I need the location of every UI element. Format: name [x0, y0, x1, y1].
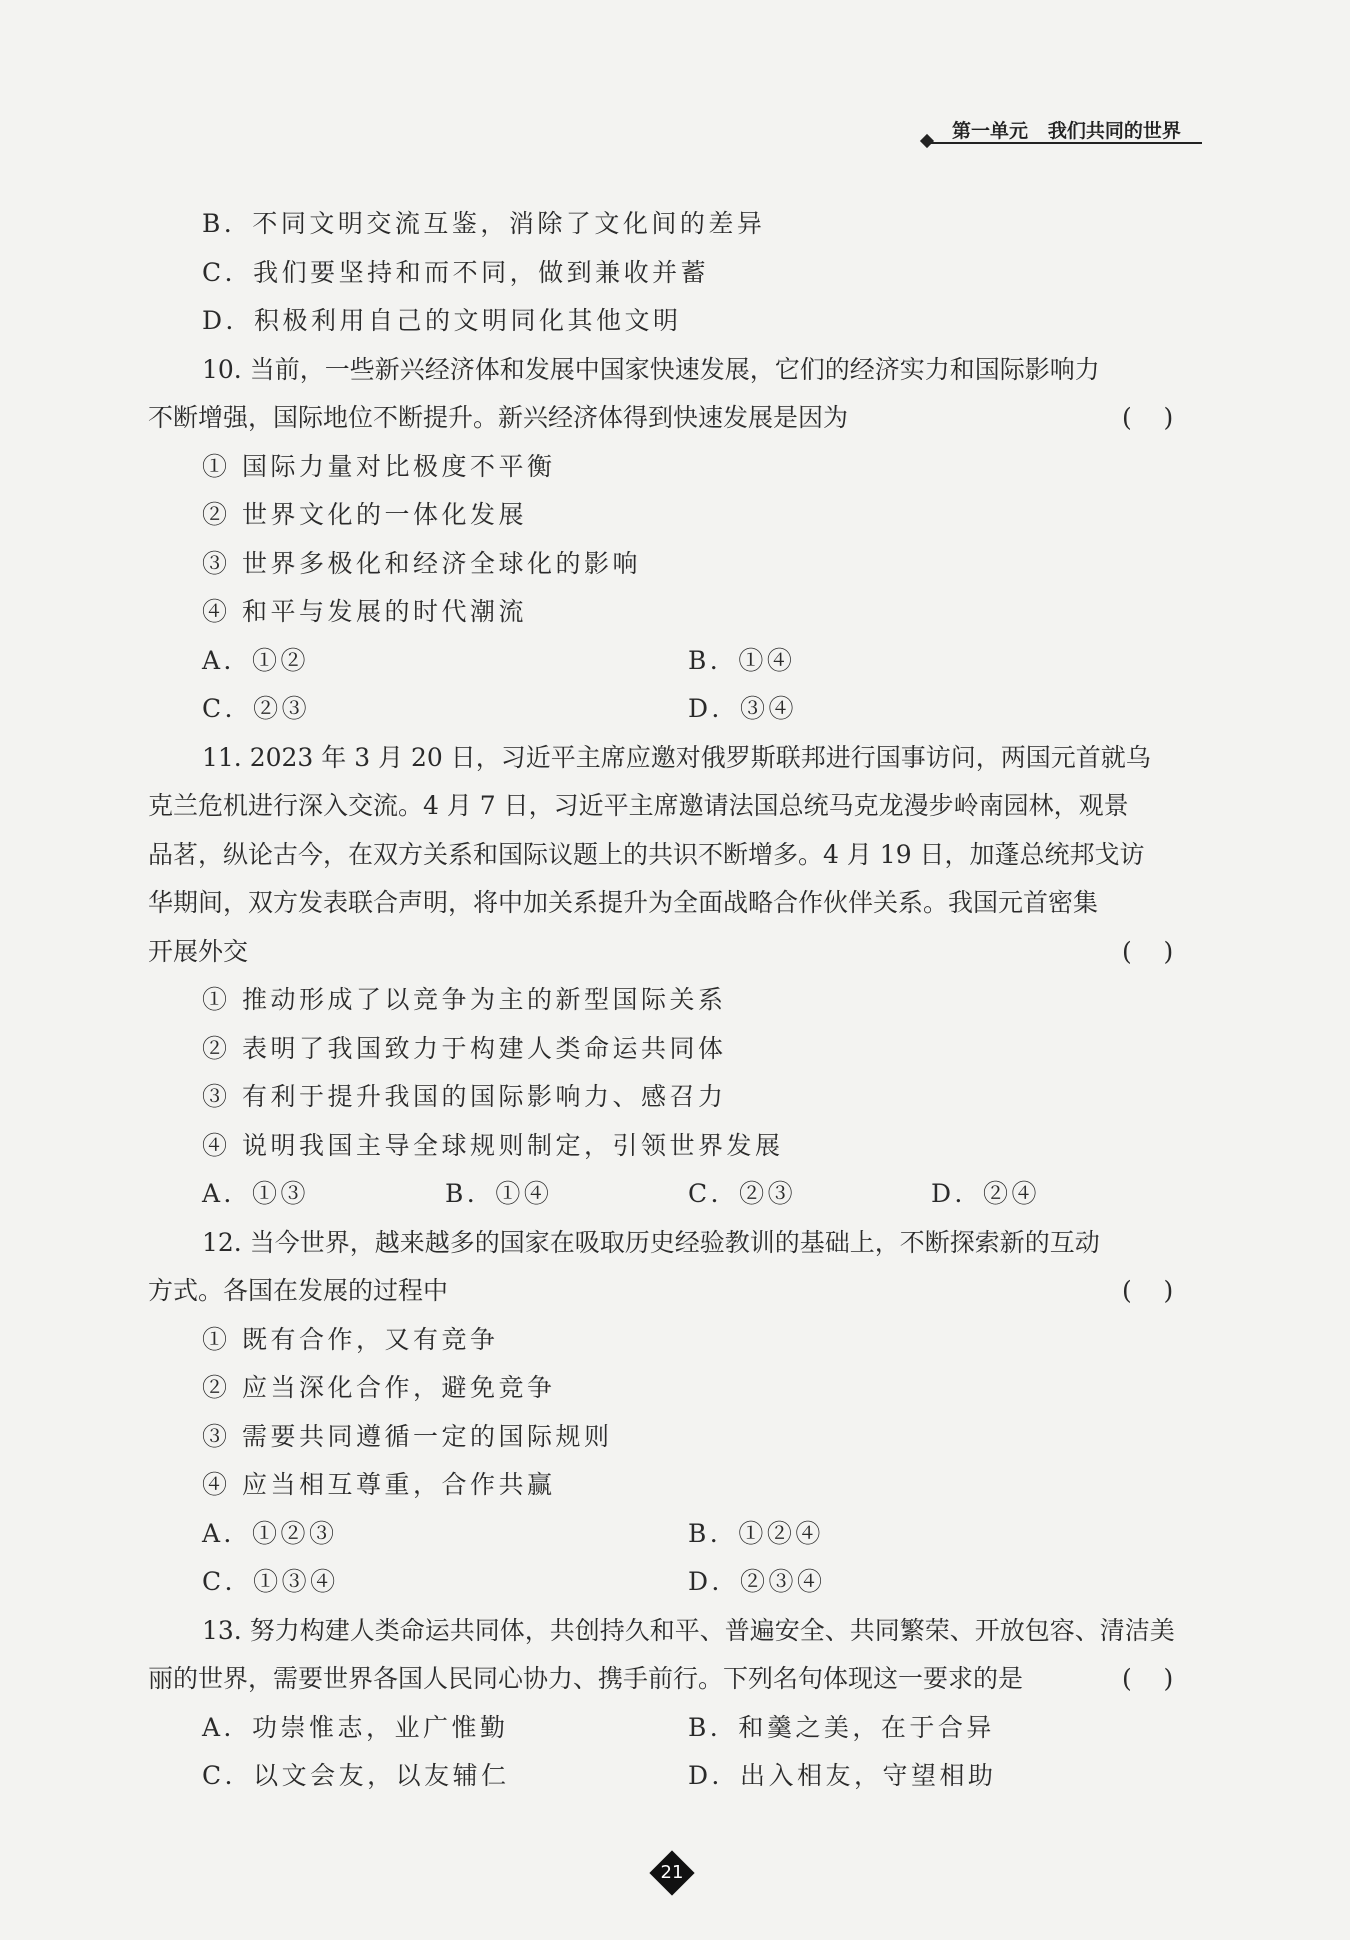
q10-answer-bracket: ( )	[1122, 403, 1174, 432]
header-underline	[930, 142, 1202, 144]
q9-option-c: C．我们要坚持和而不同，做到兼收并蓄	[202, 257, 710, 287]
q12-options-row-2	[148, 1558, 1202, 1607]
q12-stem-text: 方式。各国在发展的过程中	[148, 1276, 449, 1305]
q9-option-b: B．不同文明交流互鉴，消除了文化间的差异	[202, 209, 766, 238]
q11-item-1: ① 推动形成了以竞争为主的新型国际关系	[202, 985, 727, 1014]
q11-stem-line-4: 华期间，双方发表联合声明，将中加关系提升为全面战略合作伙伴关系。我国元首密集	[148, 888, 1099, 917]
q13-option-c: C．以文会友，以友辅仁	[202, 1761, 510, 1790]
q13-stem-text: 丽的世界，需要世界各国人民同心协力、携手前行。下列名句体现这一要求的是	[148, 1664, 1024, 1693]
q13-stem-line-2	[148, 1655, 1202, 1704]
q11-item-3: ③ 有利于提升我国的国际影响力、感召力	[202, 1082, 727, 1111]
q10-stem-text: 不断增强，国际地位不断提升。新兴经济体得到快速发展是因为	[148, 403, 849, 432]
page-number-badge	[650, 1851, 694, 1895]
q10-options-row-2	[148, 685, 1202, 734]
q11-stem-text: 开展外交	[148, 936, 249, 966]
q13-options-row-1	[148, 1704, 1202, 1753]
q12-item-4: ④ 应当相互尊重，合作共赢	[202, 1470, 556, 1499]
q11-stem-line-1: 11. 2023 年 3 月 20 日，习近平主席应邀对俄罗斯联邦进行国事访问，两国元首就乌	[202, 742, 1151, 772]
page-number: 21	[660, 1862, 684, 1883]
q10-options-row-1	[148, 637, 1202, 686]
q13-option-d: D．出入相友，守望相助	[688, 1761, 997, 1790]
q13-option-a: A．功崇惟志，业广惟勤	[202, 1712, 509, 1742]
q12-option-b: B．①②④	[688, 1518, 824, 1548]
q10-item-3: ③ 世界多极化和经济全球化的影响	[202, 548, 641, 578]
q12-item-3: ③ 需要共同遵循一定的国际规则	[202, 1421, 613, 1451]
q10-option-b: B．①④	[688, 645, 796, 675]
q12-item-1: ① 既有合作，又有竞争	[202, 1324, 499, 1354]
q11-option-a: A．①③	[202, 1179, 310, 1208]
header-diamond-icon	[920, 134, 934, 148]
q12-option-c: C．①③④	[202, 1567, 339, 1596]
q12-stem-line-2	[148, 1267, 1202, 1316]
q12-stem-line-1: 12. 当今世界，越来越多的国家在吸取历史经验教训的基础上，不断探索新的互动	[202, 1227, 1100, 1257]
q10-option-c: C．②③	[202, 694, 311, 723]
q13-options-row-2	[148, 1752, 1202, 1801]
q11-item-2: ② 表明了我国致力于构建人类命运共同体	[202, 1033, 727, 1063]
q11-item-4: ④ 说明我国主导全球规则制定，引领世界发展	[202, 1130, 784, 1160]
q12-options-row-1	[148, 1510, 1202, 1559]
q10-item-2: ② 世界文化的一体化发展	[202, 500, 527, 529]
q10-item-4: ④ 和平与发展的时代潮流	[202, 597, 527, 626]
q11-answer-bracket: ( )	[1122, 936, 1174, 966]
question-content	[148, 200, 1202, 1801]
q10-option-a: A．①②	[202, 645, 310, 675]
q11-stem-line-2: 克兰危机进行深入交流。4 月 7 日，习近平主席邀请法国总统马克龙漫步岭南园林，观景	[148, 791, 1129, 820]
q10-stem-line-1: 10. 当前，一些新兴经济体和发展中国家快速发展，它们的经济实力和国际影响力	[202, 354, 1100, 384]
q12-item-2: ② 应当深化合作，避免竞争	[202, 1373, 556, 1402]
q11-option-c: C．②③	[688, 1179, 797, 1208]
q11-stem-line-3: 品茗，纵论古今，在双方关系和国际议题上的共识不断增多。4 月 19 日，加蓬总统邦戈访	[148, 839, 1145, 869]
q13-option-b: B．和羹之美，在于合异	[688, 1712, 995, 1742]
q11-option-b: B．①④	[445, 1179, 553, 1208]
page-header	[922, 116, 1202, 148]
q13-stem-line-1: 13. 努力构建人类命运共同体，共创持久和平、普遍安全、共同繁荣、开放包容、清洁美	[202, 1615, 1175, 1645]
q12-answer-bracket: ( )	[1122, 1276, 1174, 1305]
q11-options-row	[148, 1170, 1202, 1219]
q10-item-1: ① 国际力量对比极度不平衡	[202, 451, 556, 481]
q10-option-d: D．③④	[688, 694, 798, 723]
q12-option-a: A．①②③	[202, 1518, 338, 1548]
q10-stem-line-2	[148, 394, 1202, 443]
unit-title: 第一单元 我们共同的世界	[952, 120, 1181, 142]
q13-answer-bracket: ( )	[1122, 1664, 1174, 1693]
q9-option-d: D．积极利用自己的文明同化其他文明	[202, 306, 682, 335]
q11-stem-line-5	[148, 928, 1202, 977]
q11-option-d: D．②④	[931, 1179, 1041, 1208]
q12-option-d: D．②③④	[688, 1567, 826, 1596]
